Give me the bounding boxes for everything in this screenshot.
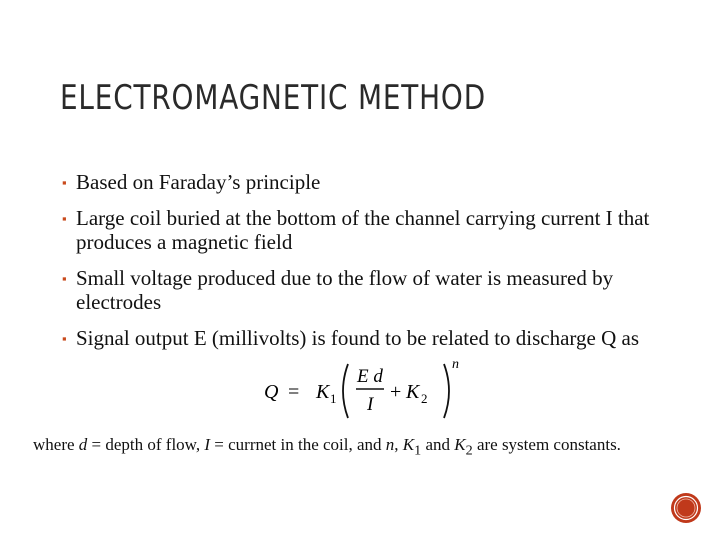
formula-k1: K	[316, 381, 330, 403]
symbol-i: I	[204, 435, 211, 454]
where-text-part: = depth of flow,	[87, 435, 205, 454]
where-text-part: where	[33, 435, 79, 454]
square-bullet-icon: ▪	[62, 211, 67, 226]
bullet-item	[62, 170, 662, 194]
where-text-part: ,	[394, 435, 403, 454]
bullet-item	[62, 266, 662, 314]
symbol-d: d	[78, 435, 88, 454]
formula-numerator: E d	[357, 366, 383, 387]
slide-title: ELECTROMAGNETIC METHOD	[60, 78, 486, 118]
square-bullet-icon: ▪	[62, 331, 67, 346]
where-text-part: are system constants.	[472, 435, 621, 454]
where-text-part: and	[421, 435, 455, 454]
symbol-k2: K	[454, 435, 466, 454]
bullet-text: Based on Faraday’s principle	[76, 170, 321, 194]
formula-k2: K	[406, 381, 420, 403]
formula-denominator: I	[367, 394, 374, 415]
discharge-formula	[258, 358, 480, 424]
left-paren	[343, 364, 348, 418]
formula-exponent: n	[452, 358, 459, 372]
bullet-text: Small voltage produced due to the flow of water is measured by electrodes	[76, 266, 614, 314]
where-text	[33, 432, 681, 463]
formula-k2-sub: 2	[421, 391, 428, 406]
where-text-part: = currnet in the coil, and	[210, 435, 386, 454]
formula-q: Q	[264, 381, 279, 403]
bullet-item	[62, 326, 662, 350]
formula-k1-sub: 1	[330, 391, 337, 406]
right-paren	[444, 364, 449, 418]
bullet-text: Large coil buried at the bottom of the channel carrying current I that produces a magnetic field	[76, 206, 650, 254]
symbol-k1-sub: 1	[414, 442, 422, 459]
square-bullet-icon: ▪	[62, 271, 67, 286]
square-bullet-icon: ▪	[62, 175, 67, 190]
formula-equals: =	[288, 381, 300, 403]
bullet-text: Signal output E (millivolts) is found to be related to discharge Q as	[76, 326, 640, 350]
slide-badge-icon	[670, 492, 702, 524]
bullet-item	[62, 206, 662, 254]
formula-plus: +	[390, 381, 402, 403]
bullet-list	[62, 170, 662, 362]
symbol-k1: K	[402, 435, 415, 454]
symbol-k2-sub: 2	[465, 442, 473, 459]
symbol-n: n	[385, 435, 395, 454]
